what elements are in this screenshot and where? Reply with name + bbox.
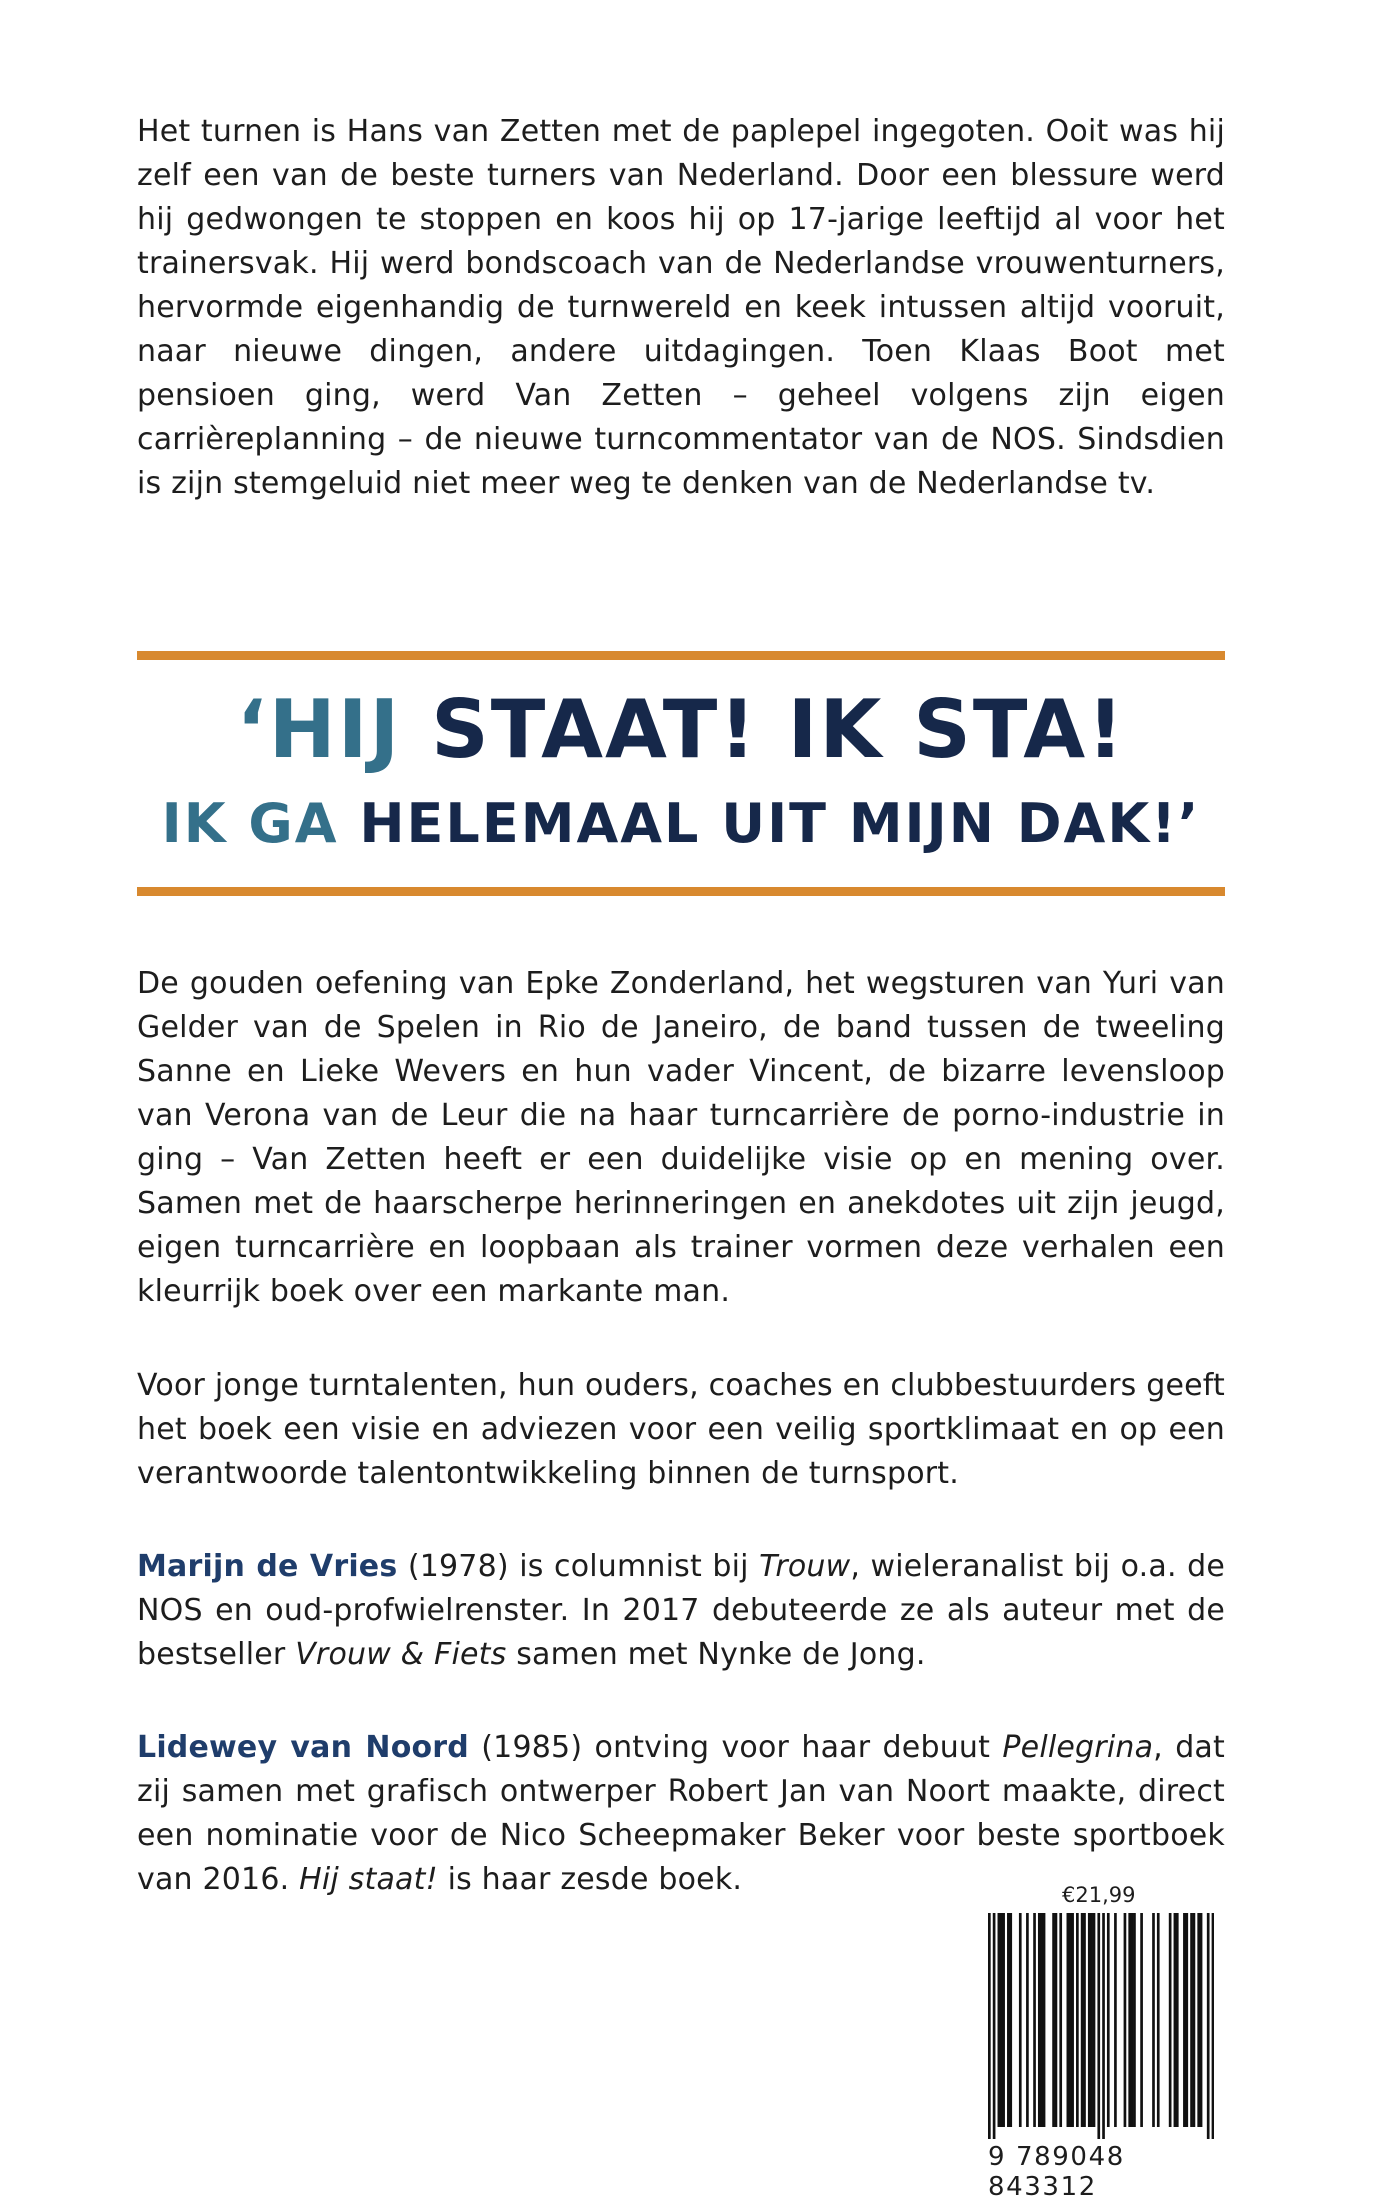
barcode-graphic — [988, 1913, 1214, 2139]
author-bio-1-text-2: , wieleranalist bij o.a. de NOS en oud-profwielrenster. In 2017 debuteerde ze als auteur met de bestseller — [137, 1549, 1226, 1672]
barcode-bar-6 — [1009, 1913, 1012, 2127]
barcode-bar-25 — [1097, 1913, 1100, 2139]
barcode-bar-10 — [1038, 1913, 1041, 2127]
barcode-bar-4 — [1002, 1913, 1005, 2127]
price-label: €21,99 — [1062, 1883, 1136, 1907]
intro-paragraph: Het turnen is Hans van Zetten met de paplepel ingegoten. Ooit was hij zelf een van de beste turners van Nederland. Door een blessure werd hij gedwongen te stoppen en koos hij op 17-jarige leeftijd al voor het trainersvak. Hij werd bondscoach van de Nederlandse vrouwenturners, hervormde eigenhandig de turnwereld en keek intussen altijd vooruit, naar nieuwe dingen, andere uitdagingen. Toen Klaas Boot met pensioen ging, werd Van Zetten – geheel volgens zijn eigen carrièreplanning – de nieuwe turncommentator van de NOS. Sindsdien is zijn stemgeluid niet meer weg te denken van de Nederlandse tv. — [137, 114, 1225, 501]
author-bio-2-text-3: is haar zesde boek. — [437, 1862, 743, 1897]
barcode-bar-46 — [1212, 1913, 1214, 2139]
barcode-bar-11 — [1040, 1913, 1043, 2127]
barcode-bar-30 — [1128, 1913, 1131, 2127]
barcode-bar-38 — [1176, 1913, 1179, 2127]
barcode-bar-45 — [1207, 1913, 1210, 2139]
barcode-bar-44 — [1200, 1913, 1203, 2127]
author-bio-2-italic-2: Hij staat! — [299, 1862, 438, 1897]
barcode-bar-9 — [1033, 1913, 1036, 2127]
barcode-bar-26 — [1102, 1913, 1105, 2139]
author-name-1: Marijn de Vries — [137, 1549, 398, 1584]
barcode-bar-21 — [1083, 1913, 1086, 2127]
quote-line-1-part-1: ‘HIJ — [236, 683, 432, 776]
author-bio-1-italic-1: Trouw — [759, 1549, 851, 1584]
barcode-bar-2 — [998, 1913, 1001, 2127]
body-paragraph-2: Voor jonge turntalenten, hun ouders, coaches en clubbestuurders geeft het boek een visie en adviezen voor een veilig sportklimaat en op een verantwoorde talentontwikkeling binnen de turnsport. — [137, 1368, 1225, 1491]
barcode-bar-1 — [993, 1913, 996, 2139]
barcode-bar-39 — [1183, 1913, 1186, 2127]
barcode-bar-24 — [1093, 1913, 1096, 2127]
barcode-bar-28 — [1114, 1913, 1117, 2127]
author-bio-2 — [137, 1726, 1225, 1902]
barcode-bar-27 — [1107, 1913, 1110, 2127]
barcode-bar-42 — [1193, 1913, 1196, 2127]
author-bio-1 — [137, 1545, 1225, 1677]
barcode-bar-36 — [1169, 1913, 1172, 2127]
author-bio-2-text-2: , dat zij samen met grafisch ontwerper Robert Jan van Noort maakte, direct een nominatie voor de Nico Scheepmaker Beker voor beste sportboek van 2016. — [137, 1730, 1225, 1897]
quote-line-2-part-2: HELEMAAL UIT MIJN DAK!’ — [338, 792, 1201, 855]
author-bio-2-text-1: (1985) ontving voor haar debuut — [468, 1730, 1003, 1765]
barcode-bar-3 — [1000, 1913, 1003, 2127]
barcode-bar-8 — [1026, 1913, 1029, 2127]
author-bio-1-text-3: samen met Nynke de Jong. — [506, 1637, 926, 1672]
barcode-bar-5 — [1007, 1913, 1010, 2127]
barcode-bar-17 — [1069, 1913, 1072, 2127]
author-name-2: Lidewey van Noord — [137, 1730, 469, 1765]
quote-line-1 — [137, 683, 1225, 776]
barcode-bar-7 — [1019, 1913, 1022, 2127]
barcode-bar-18 — [1071, 1913, 1074, 2127]
quote-line-2-part-1: IK GA — [161, 792, 339, 855]
barcode-bar-37 — [1174, 1913, 1177, 2127]
barcode-bar-40 — [1185, 1913, 1188, 2127]
barcode-bar-31 — [1131, 1913, 1134, 2127]
barcode-bar-34 — [1152, 1913, 1155, 2127]
quote-line-1-part-2: STAAT! IK STA! — [431, 683, 1126, 776]
barcode-bar-35 — [1157, 1913, 1160, 2127]
barcode-bar-19 — [1076, 1913, 1079, 2127]
barcode-bar-0 — [988, 1913, 991, 2139]
author-bio-1-italic-2: Vrouw & Fiets — [295, 1637, 507, 1672]
quote-line-2 — [137, 792, 1225, 855]
barcode-bar-29 — [1124, 1913, 1127, 2127]
barcode-bar-12 — [1043, 1913, 1046, 2127]
barcode-bar-23 — [1090, 1913, 1093, 2127]
barcode — [988, 1913, 1214, 2139]
quote-rule-top — [137, 651, 1225, 660]
barcode-bar-14 — [1055, 1913, 1058, 2127]
barcode-bar-22 — [1088, 1913, 1091, 2127]
barcode-bar-41 — [1190, 1913, 1193, 2127]
barcode-bar-32 — [1133, 1913, 1136, 2127]
barcode-bar-33 — [1140, 1913, 1143, 2127]
author-bio-2-italic-1: Pellegrina — [1002, 1730, 1154, 1765]
barcode-bar-20 — [1081, 1913, 1084, 2127]
barcode-bar-13 — [1052, 1913, 1055, 2127]
barcode-bar-43 — [1197, 1913, 1200, 2127]
isbn-number: 9 789048 843312 — [988, 2142, 1125, 2202]
author-bio-1-text-1: (1978) is columnist bij — [397, 1549, 760, 1584]
barcode-bar-16 — [1067, 1913, 1070, 2127]
body-paragraph-1: De gouden oefening van Epke Zonderland, het wegsturen van Yuri van Gelder van de Spelen in Rio de Janeiro, de band tussen de tweeling Sanne en Lieke Wevers en hun vader Vincent, de bizarre levensloop van Verona van de Leur die na haar turncarrière de porno-industrie in ging – Van Zetten heeft er een duidelijke visie op en mening over. Samen met de haarscherpe herinneringen en anekdotes uit zijn jeugd, eigen turncarrière en loopbaan als trainer vormen deze verhalen een kleurrijk boek over een markante man. — [137, 966, 1225, 1309]
barcode-bar-15 — [1059, 1913, 1062, 2127]
quote-rule-bottom — [137, 887, 1225, 896]
